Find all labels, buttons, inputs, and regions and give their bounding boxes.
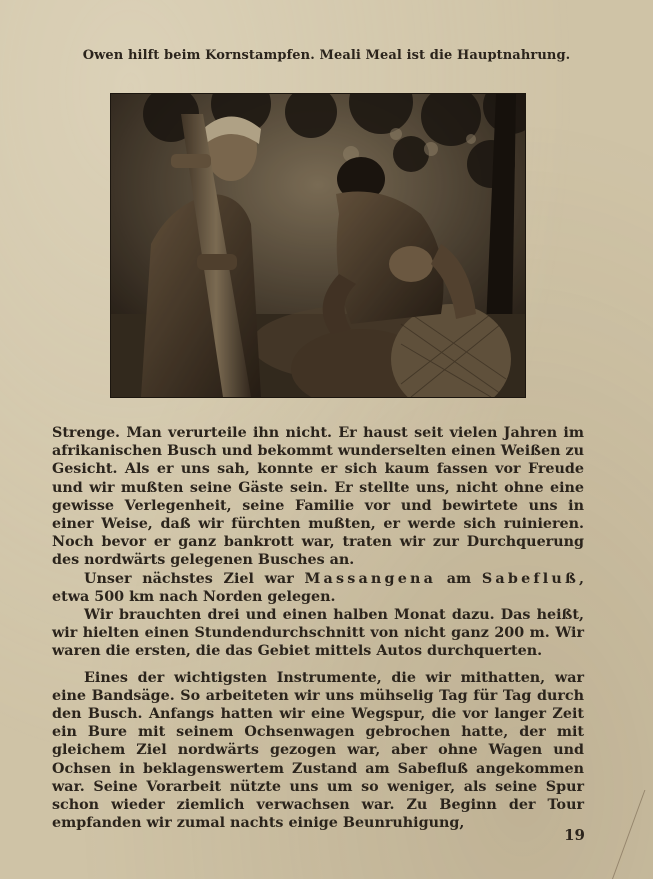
page-number: 19: [564, 826, 585, 844]
page-crease: [612, 790, 653, 879]
paragraph-2-post: , etwa 500 km nach Norden gelegen.: [52, 570, 584, 605]
body-text: [52, 424, 584, 832]
photo: [110, 93, 526, 398]
photo-caption: Owen hilft beim Kornstampfen. Meali Meal ist die Hauptnahrung.: [82, 48, 571, 63]
place-massangena: Massangena: [304, 570, 437, 587]
paragraph-3: Wir brauchten drei und einen halben Monat dazu. Das heißt, wir hielten einen Stundendurchschnitt von nicht ganz 200 m. Wir waren die ersten, die das Gebiet mittels Autos durchquerten.: [52, 607, 584, 660]
paragraph-2-mid: am: [436, 570, 482, 587]
paragraph-2: [52, 570, 584, 606]
paragraph-2-pre: Unser nächstes Ziel war: [84, 570, 305, 587]
paragraph-4: Eines der wichtigsten Instrumente, die wir mithatten, war eine Bandsäge. So arbeiteten wir uns mühselig Tag für Tag durch den Busch. Anfangs hatten wir eine Wegspur, die vor langer Zeit ein Bure mit seinem Ochsenwagen gebrochen hatte, der mit gleichem Ziel nordwärts gezogen war, aber ohne Wagen und Ochsen in beklagenswertem Zustand am Sabefluß angekommen war. Seine Vorarbeit nützte uns um so weniger, als seine Spur schon wieder ziemlich verwachsen war. Zu Beginn der Tour empfanden wir zumal nachts einige Beunruhigung,: [52, 669, 584, 832]
paragraph-1: Strenge. Man verurteile ihn nicht. Er haust seit vielen Jahren im afrikanischen Busch und bekommt wunderselten einen Weißen zu Gesicht. Als er uns sah, konnte er sich kaum fassen vor Freude und wir mußten seine Gäste sein. Er stellte uns, nicht ohne eine gewisse Verlegenheit, seine Familie vor und bewirtete uns in einer Weise, daß wir fürchten mußten, er werde sich ruinieren. Noch bevor er ganz bankrott war, traten wir zur Durchquerung des nordwärts gelegenen Busches an.: [52, 425, 584, 569]
photo-illustration: [111, 94, 525, 397]
place-sabefluss: Sabefluß: [481, 570, 580, 587]
